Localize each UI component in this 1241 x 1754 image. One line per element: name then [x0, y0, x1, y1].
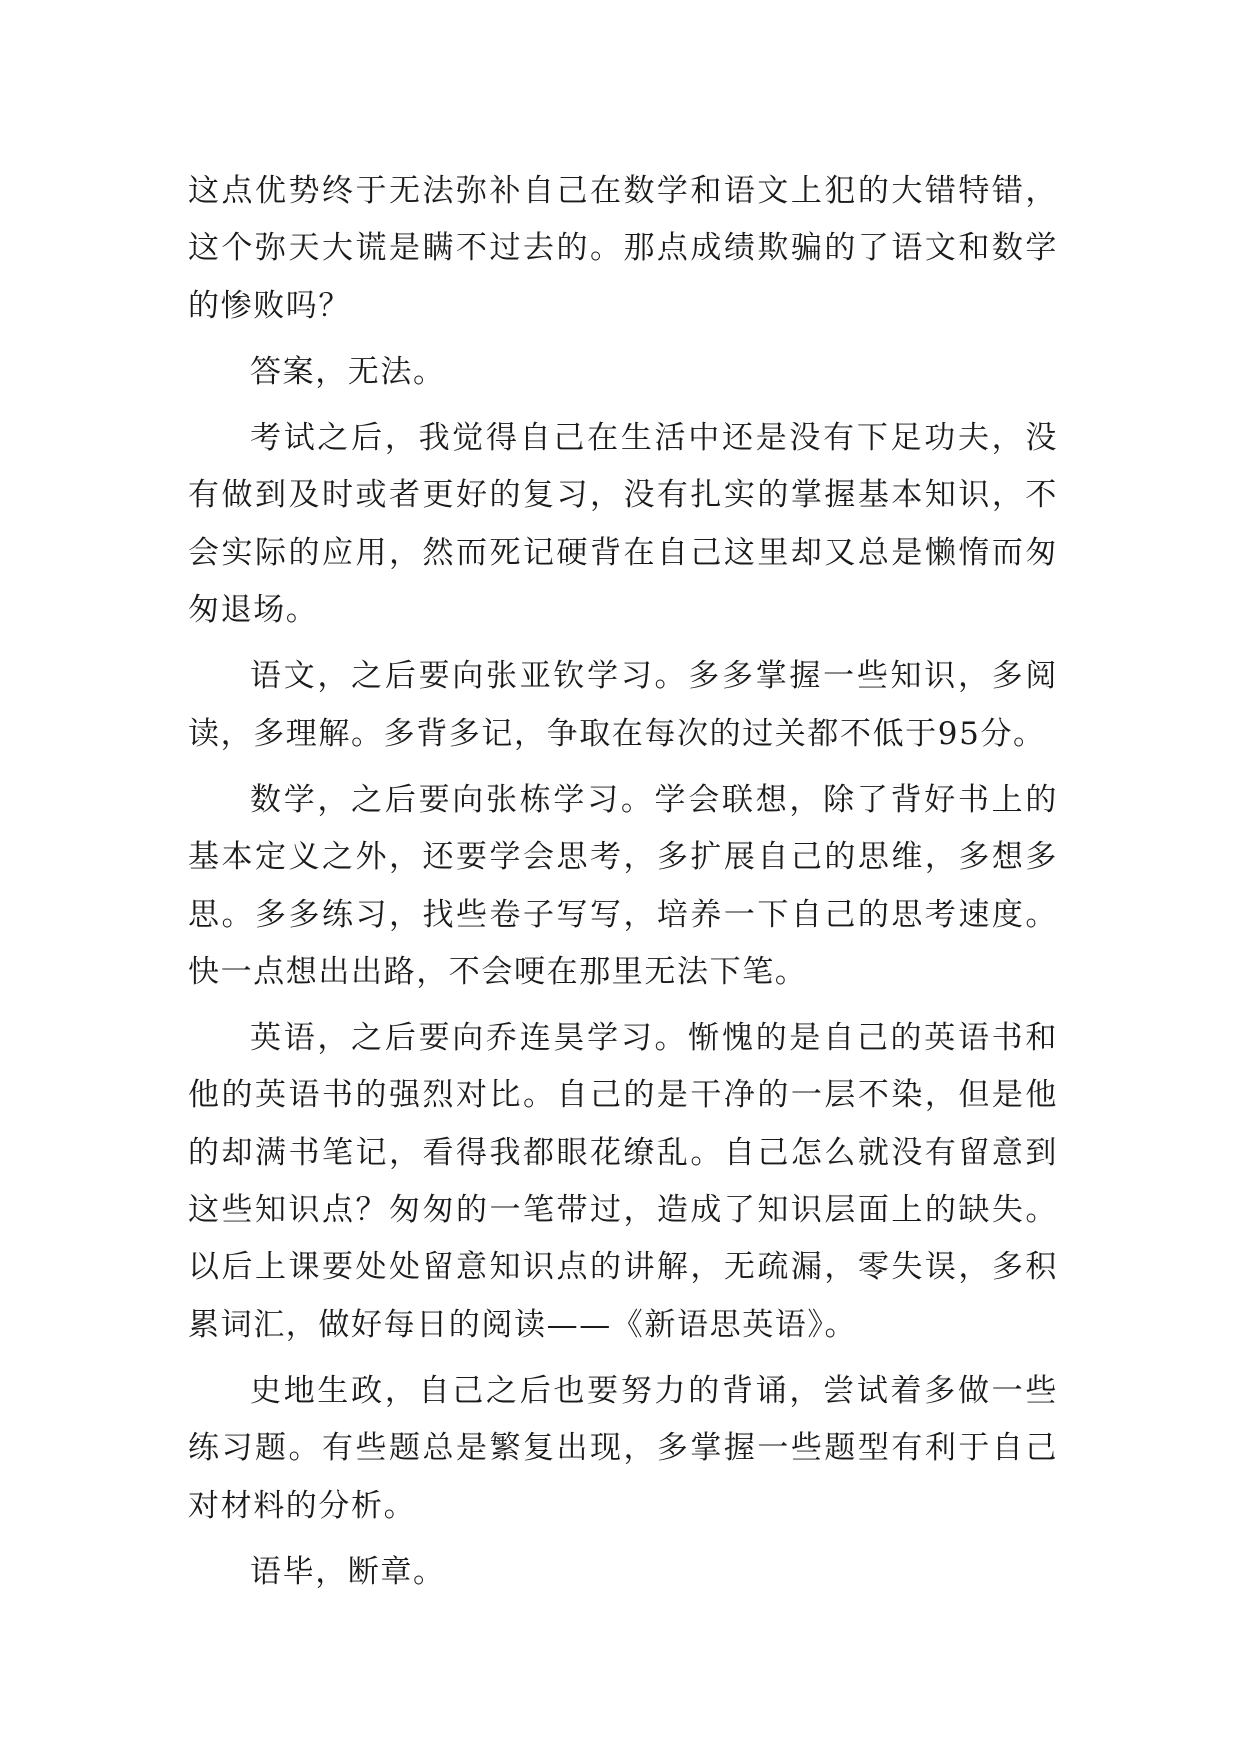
paragraph: 答案，无法。 — [250, 353, 446, 390]
paragraph: 数学，之后要向张栋学习。学会联想，除了背好书上的基本定义之外，还要学会思考，多扩展自己的思维，多想多思。多多练习，找些卷子写写，培养一下自己的思考速度。快一点想出出路，不会哽在那里无法下笔。 — [188, 781, 1058, 990]
paragraph: 史地生政，自己之后也要努力的背诵，尝试着多做一些练习题。有些题总是繁复出现，多掌握一些题型有利于自己对材料的分析。 — [188, 1372, 1058, 1524]
paragraph: 英语，之后要向乔连昊学习。惭愧的是自己的英语书和他的英语书的强烈对比。自己的是干净的一层不染，但是他的却满书笔记，看得我都眼花缭乱。自己怎么就没有留意到这些知识点？匆匆的一笔带过，造成了知识层面上的缺失。以后上课要处处留意知识点的讲解，无疏漏，零失误，多积累词汇，做好每日的阅读——《新语思英语》。 — [188, 1020, 1058, 1343]
paragraph: 考试之后，我觉得自己在生活中还是没有下足功夫，没有做到及时或者更好的复习，没有扎实的掌握基本知识，不会实际的应用，然而死记硬背在自己这里却又总是懒惰而匆匆退场。 — [188, 420, 1058, 629]
paragraph: 语文，之后要向张亚钦学习。多多掌握一些知识，多阅读，多理解。多背多记，争取在每次的过关都不低于95分。 — [188, 658, 1058, 752]
document-body — [188, 163, 1058, 1610]
paragraph: 这点优势终于无法弥补自己在数学和语文上犯的大错特错，这个弥天大谎是瞒不过去的。那点成绩欺骗的了语文和数学的惨败吗？ — [188, 173, 1058, 324]
paragraph: 语毕，断章。 — [250, 1553, 446, 1590]
